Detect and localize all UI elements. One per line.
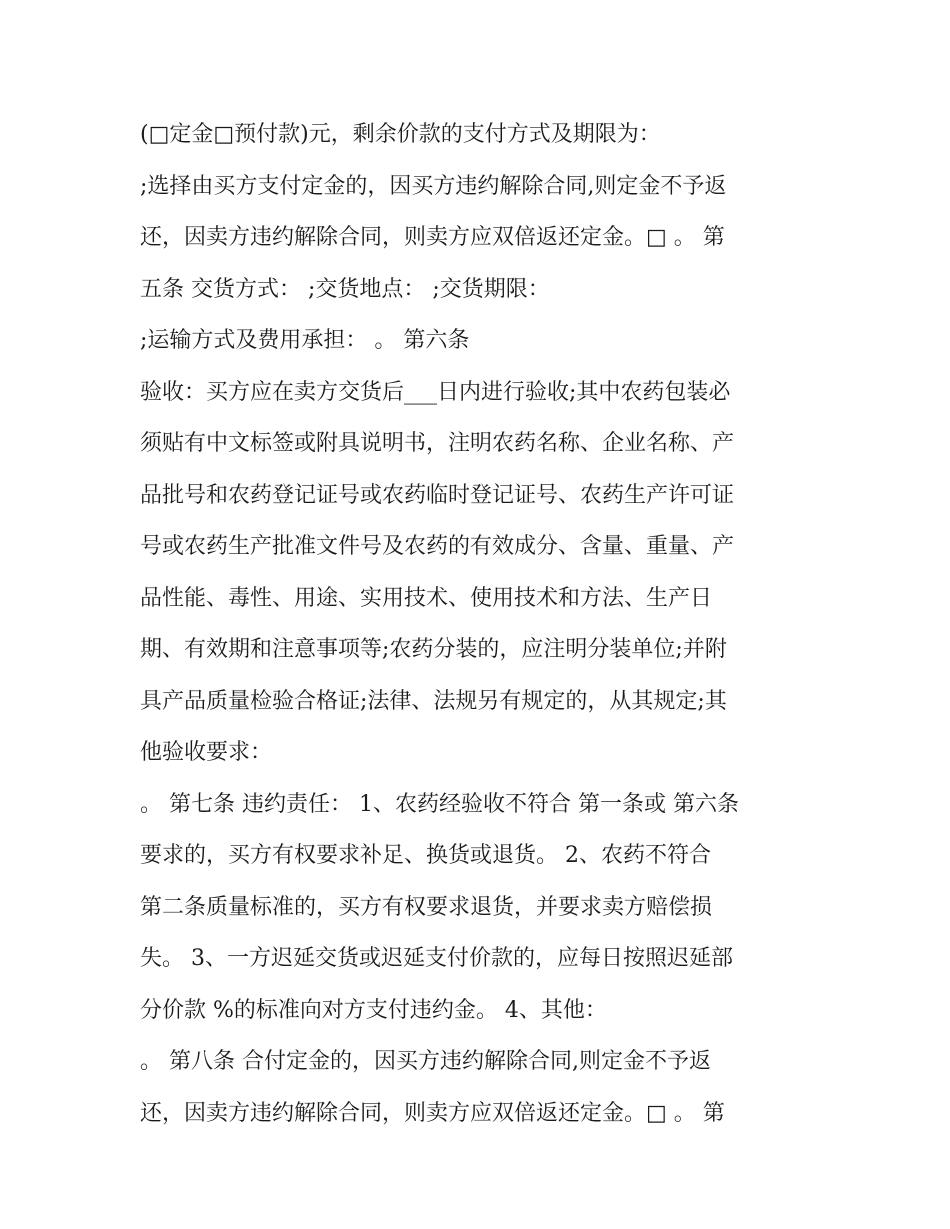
text-line: (□定金□预付款)元，剩余价款的支付方式及期限为： xyxy=(140,122,661,147)
text-line: 还，因卖方违约解除合同，则卖方应双倍返还定金。□ 。 第 xyxy=(140,225,725,250)
contract-text-body xyxy=(140,109,830,1139)
text-line: 还，因卖方违约解除合同，则卖方应双倍返还定金。□ 。 第 xyxy=(140,1100,725,1126)
text-line: 第二条质量标准的，买方有权要求退货，并要求卖方赔偿损 xyxy=(140,894,713,920)
text-line: 品性能、毒性、用途、实用技术、使用技术和方法、生产日 xyxy=(140,585,713,611)
text-line: ;选择由买方支付定金的，因买方违约解除合同,则定金不予返 xyxy=(140,173,727,199)
text-line: 须贴有中文标签或附具说明书，注明农药名称、企业名称、产 xyxy=(140,431,735,456)
text-line: 品批号和农药登记证号或农药临时登记证号、农药生产许可证 xyxy=(140,482,735,508)
text-line: 期、有效期和注意事项等;农药分装的，应注明分装单位;并附 xyxy=(140,637,727,662)
text-line: 五条 交货方式： ;交货地点： ;交货期限： xyxy=(140,276,550,302)
text-line: 要求的，买方有权要求补足、换货或退货。 2、农药不符合 xyxy=(140,843,711,868)
text-line: 号或农药生产批准文件号及农药的有效成分、含量、重量、产 xyxy=(140,534,735,559)
text-line: 具产品质量检验合格证;法律、法规另有规定的，从其规定;其 xyxy=(140,688,727,714)
text-line: 失。 3、一方迟延交货或迟延支付价款的，应每日按照迟延部 xyxy=(140,946,733,971)
text-line: 验收：买方应在卖方交货后___日内进行验收;其中农药包装必 xyxy=(140,379,731,405)
text-line: 分价款 %的标准向对方支付违约金。 4、其他： xyxy=(140,997,607,1023)
text-line: 。 第八条 合付定金的，因买方违约解除合同,则定金不予返 xyxy=(140,1049,711,1074)
text-line: ;运输方式及费用承担： 。 第六条 xyxy=(140,328,470,353)
text-line: 。 第七条 违约责任： 1、农药经验收不符合 第一条或 第六条 xyxy=(140,791,739,817)
text-line: 他验收要求： xyxy=(140,740,273,765)
